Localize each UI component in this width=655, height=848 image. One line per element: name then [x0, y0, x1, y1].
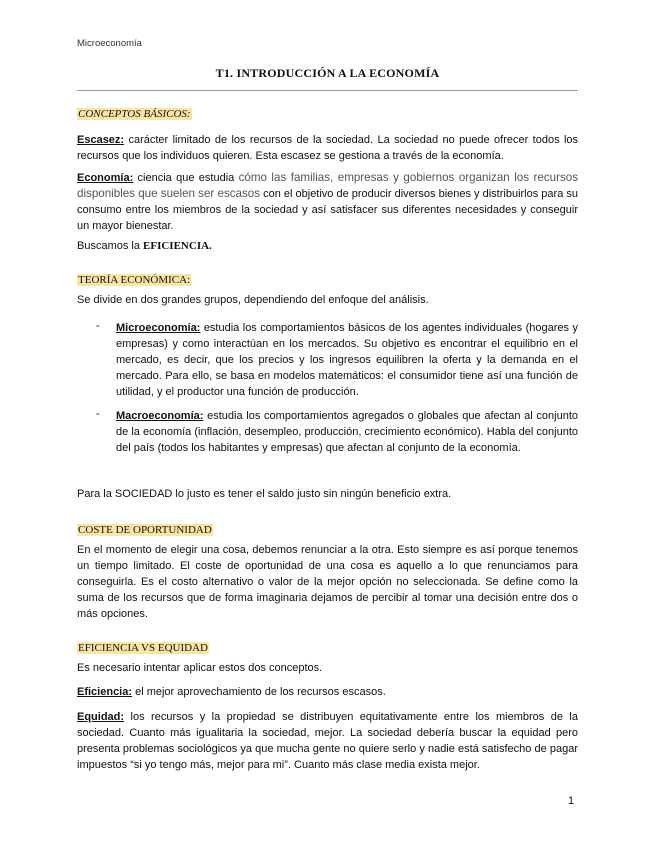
section-heading-coste: COSTE DE OPORTUNIDAD [78, 524, 212, 536]
term-equidad: Equidad: [77, 711, 125, 723]
teoria-intro: Se divide en dos grandes grupos, dependiendo del enfoque del análisis. [77, 294, 429, 306]
eficiencia-intro: Es necesario intentar aplicar estos dos conceptos. [77, 662, 323, 674]
bullet-dash: - [96, 408, 100, 420]
buscamos-line: Buscamos la EFICIENCIA. [77, 240, 212, 252]
term-economia: Economía: [77, 172, 134, 184]
page-title: T1. INTRODUCCIÓN A LA ECONOMÍA [215, 66, 440, 80]
definition-escasez: Escasez: carácter limitado de los recursos de la sociedad. La sociedad no puede ofrecer todos los recursos que los individuos quieren. Esta escasez se gestiona a través de la economía. [77, 134, 578, 162]
term-macroeconomia: Macroeconomía: [116, 410, 204, 422]
document-page: Microeconomía T1. INTRODUCCIÓN A LA ECONOMÍA CONCEPTOS BÁSICOS: Escasez: carácter limitado de los recursos de la sociedad. La sociedad no puede ofrecer todos los recursos que los individuos quieren. Esta escasez se gestiona a través de la economía. Economía: ciencia que estudia cómo las familias, empresas y gobiernos organizan los recursos disponibles que suelen ser escasos con el objetivo de producir diversos bienes y distribuirlos para su consumo entre los miembros de la sociedad y así satisfacer sus diferentes necesidades y conseguir un mayor bienestar. Buscamos la EFICIENCIA. TEORÍA ECONÓMICA: Se divide en dos grandes grupos, dependiendo del enfoque del análisis. - Microeconomía: estudia los comportamientos básicos de los agentes individuales (hogares y empresas) y como interactúan en los mercados. Su objetivo es encontrar el equilibrio en el mercado, es decir, que los precios y los ingresos equilibren la oferta y la demanda en el mercado. Para ello, se basa en modelos matemáticos: el consumidor tiene así una función de utilidad, y el productor una función de producción. - Macroeconomía: estudia los comportamientos agregados o globales que afectan al conjunto de la economía (inflación, desempleo, producción, crecimiento económico). Habla del conjunto del país (todos los habitantes y empresas) que afectan al conjunto de la economía. Para la SOCIEDAD lo justo es tener el saldo justo sin ningún beneficio extra. COSTE DE OPORTUNIDAD En el momento de elegir una cosa, debemos renunciar a la otra. Esto siempre es así porque tenemos un tiempo limitado. El coste de oportunidad de una cosa es aquello a lo que renunciamos para conseguirla. Es el costo alternativo o valor de la mejor opción no seleccionada. Se define como la suma de los recursos que de forma imaginaria dejamos de percibir al tomar una decisión entre dos o más opciones. EFICIENCIA VS EQUIDAD Es necesario intentar aplicar estos dos conceptos. Eficiencia: el mejor aprovechamiento de los recursos escasos. Equidad: los recursos y la propiedad se distribuyen equitativamente entre los miembros de la sociedad. Cuanto más igualitaria la sociedad, mejor. La sociedad debería buscar la equidad pero presenta problemas sociológicos ya que mucha gente no quiere serlo y nadie está satisfecho de pagar impuestos “si yo tengo más, mejor para mi”. Cuanto más clase media exista mejor. 1 [77, 38, 578, 807]
term-escasez: Escasez: [77, 134, 125, 146]
section-heading-teoria: TEORÍA ECONÓMICA: [78, 274, 191, 286]
term-eficiencia: Eficiencia: [77, 686, 133, 698]
page-number: 1 [568, 795, 575, 807]
sociedad-note: Para la SOCIEDAD lo justo es tener el saldo justo sin ningún beneficio extra. [77, 488, 452, 500]
coste-paragraph: En el momento de elegir una cosa, debemos renunciar a la otra. Esto siempre es así porque tenemos un tiempo limitado. El coste de oportunidad de una cosa es aquello a lo que renunciamos para conseguirla. Es el costo alternativo o valor de la mejor opción no seleccionada. Se define como la suma de los recursos que de forma imaginaria dejamos de percibir al tomar una decisión entre dos o más opciones. [77, 544, 578, 620]
bullet-dash: - [96, 320, 100, 332]
definition-economia: Economía: ciencia que estudia cómo las familias, empresas y gobiernos organizan los recursos disponibles que suelen ser escasos con el objetivo de producir diversos bienes y distribuirlos para su consumo entre los miembros de la sociedad y así satisfacer sus diferentes necesidades y conseguir un mayor bienestar. [77, 171, 578, 232]
definition-eficiencia: Eficiencia: el mejor aprovechamiento de los recursos escasos. [77, 686, 386, 698]
section-heading-eficiencia: EFICIENCIA VS EQUIDAD [78, 642, 208, 654]
title-divider [77, 90, 578, 91]
running-header: Microeconomía [77, 38, 142, 49]
term-microeconomia: Microeconomía: [116, 322, 201, 334]
definition-equidad: Equidad: los recursos y la propiedad se distribuyen equitativamente entre los miembros de la sociedad. Cuanto más igualitaria la sociedad, mejor. La sociedad debería buscar la equidad pero presenta problemas sociológicos ya que mucha gente no quiere serlo y nadie está satisfecho de pagar impuestos “si yo tengo más, mejor para mi”. Cuanto más clase media exista mejor. [77, 711, 578, 771]
section-heading-conceptos: CONCEPTOS BÁSICOS: [78, 108, 191, 120]
